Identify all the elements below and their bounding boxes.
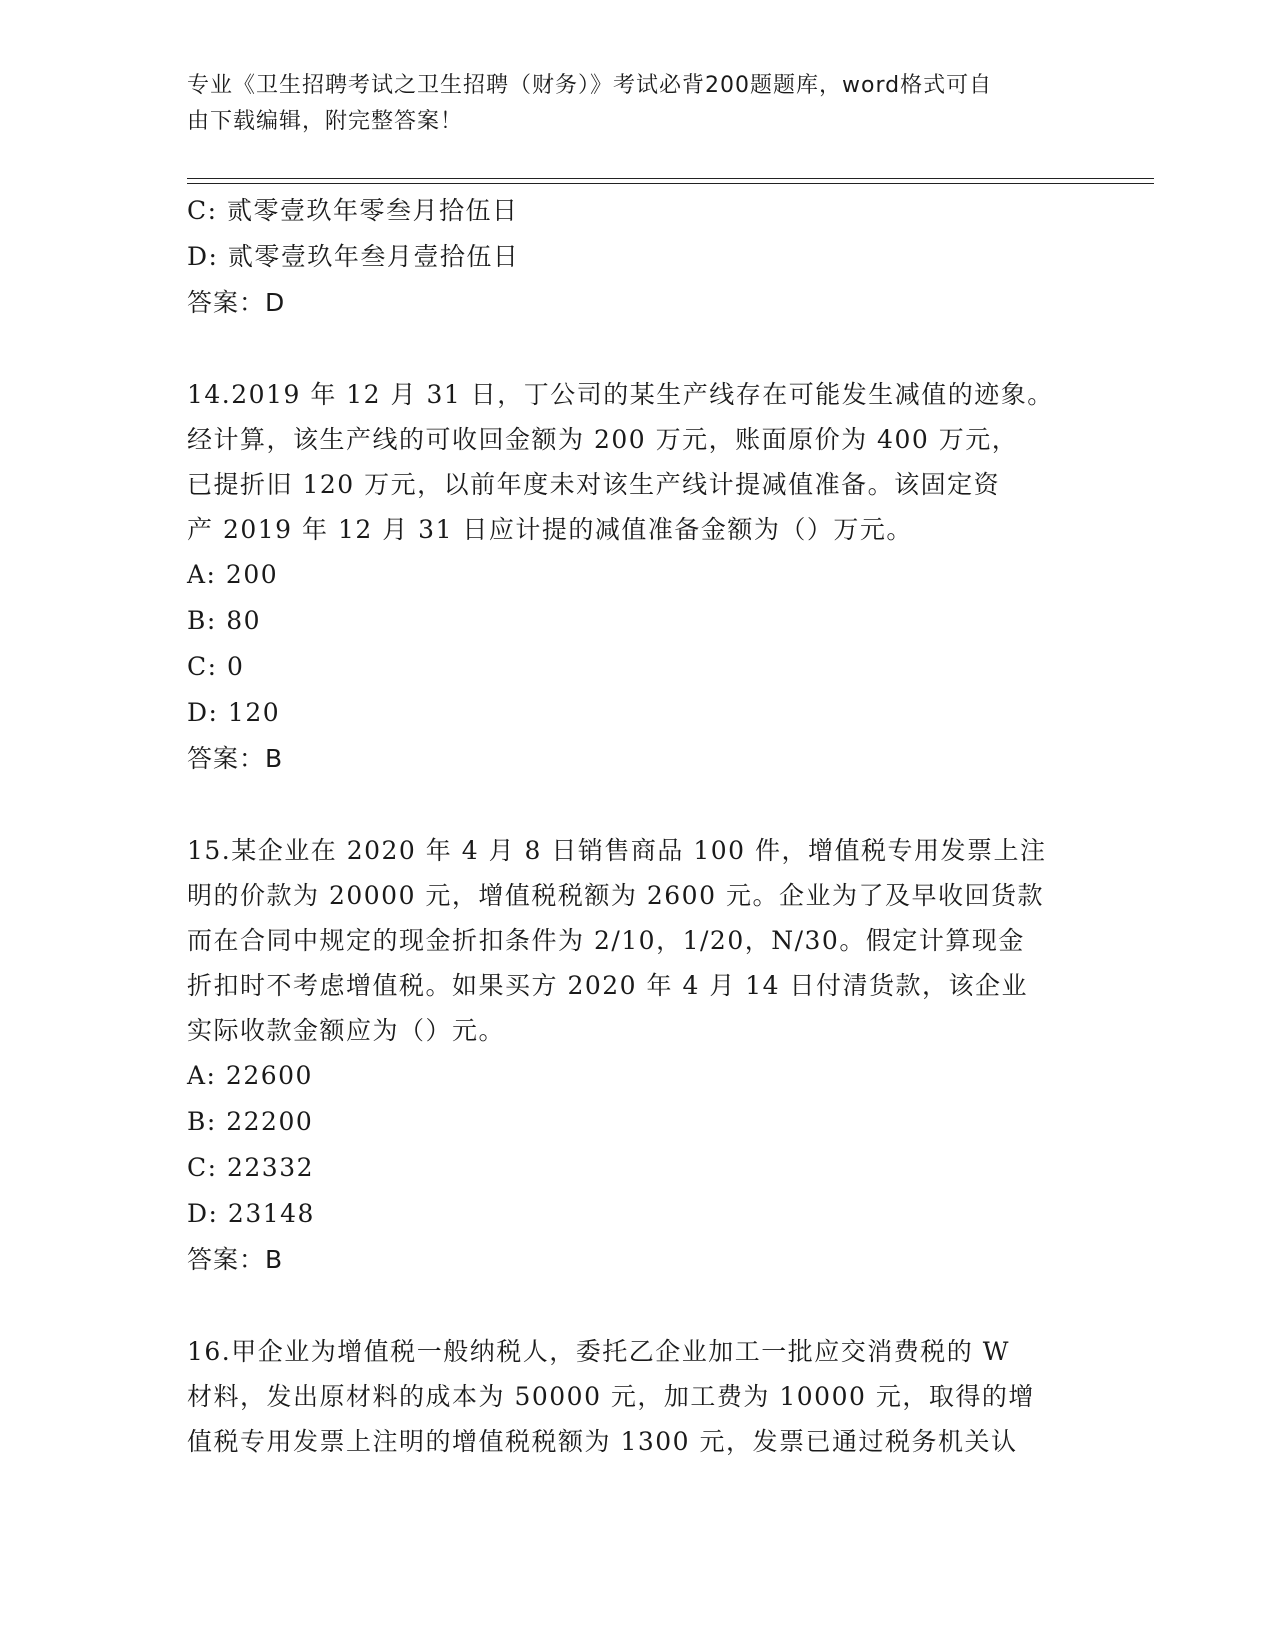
q15-option-d: D: 23148 bbox=[187, 1199, 315, 1228]
q16-stem-line: 材料，发出原材料的成本为 50000 元，加工费为 10000 元，取得的增 bbox=[187, 1382, 1035, 1411]
header-divider-bottom bbox=[187, 183, 1154, 184]
q16-stem-line: 值税专用发票上注明的增值税税额为 1300 元，发票已通过税务机关认 bbox=[187, 1427, 1018, 1456]
q16-stem-line: 16.甲企业为增值税一般纳税人，委托乙企业加工一批应交消费税的 W bbox=[187, 1337, 1010, 1366]
question-13 bbox=[187, 188, 1087, 326]
q14-option-a: A: 200 bbox=[187, 560, 279, 589]
q14-option-d: D: 120 bbox=[187, 698, 281, 727]
q14-stem-line: 产 2019 年 12 月 31 日应计提的减值准备金额为（）万元。 bbox=[187, 515, 913, 544]
document-header bbox=[187, 68, 1067, 140]
q15-stem-line: 折扣时不考虑增值税。如果买方 2020 年 4 月 14 日付清货款，该企业 bbox=[187, 971, 1029, 1000]
header-divider-top bbox=[187, 178, 1154, 179]
q14-stem-line: 经计算，该生产线的可收回金额为 200 万元，账面原价为 400 万元， bbox=[187, 425, 1019, 454]
spacer bbox=[187, 326, 1087, 372]
q15-stem-line: 实际收款金额应为（）元。 bbox=[187, 1016, 506, 1045]
q13-answer: 答案：D bbox=[187, 288, 286, 317]
q15-option-c: C: 22332 bbox=[187, 1153, 315, 1182]
header-title-line-2: 由下载编辑，附完整答案！ bbox=[187, 109, 464, 134]
q14-stem-line: 14.2019 年 12 月 31 日，丁公司的某生产线存在可能发生减值的迹象。 bbox=[187, 380, 1054, 409]
q15-option-a: A: 22600 bbox=[187, 1061, 313, 1090]
q14-option-b: B: 80 bbox=[187, 606, 262, 635]
q15-stem-line: 明的价款为 20000 元，增值税税额为 2600 元。企业为了及早收回货款 bbox=[187, 881, 1044, 910]
header-title-line-1: 专业《卫生招聘考试之卫生招聘（财务）》考试必背200题题库，word格式可自 bbox=[187, 73, 993, 98]
q15-stem-line: 15.某企业在 2020 年 4 月 8 日销售商品 100 件，增值税专用发票上注 bbox=[187, 836, 1047, 865]
document-body bbox=[187, 188, 1087, 1464]
q14-option-c: C: 0 bbox=[187, 652, 245, 681]
q13-option-c: C: 贰零壹玖年零叁月拾伍日 bbox=[187, 196, 519, 225]
q14-answer: 答案：B bbox=[187, 744, 284, 773]
q15-option-b: B: 22200 bbox=[187, 1107, 314, 1136]
q15-answer: 答案：B bbox=[187, 1245, 284, 1274]
spacer bbox=[187, 1283, 1087, 1329]
question-15 bbox=[187, 828, 1087, 1283]
q15-stem-line: 而在合同中规定的现金折扣条件为 2/10，1/20，N/30。假定计算现金 bbox=[187, 926, 1025, 955]
question-14 bbox=[187, 372, 1087, 782]
q13-option-d: D: 贰零壹玖年叁月壹拾伍日 bbox=[187, 242, 520, 271]
question-16 bbox=[187, 1329, 1087, 1464]
spacer bbox=[187, 782, 1087, 828]
q14-stem-line: 已提折旧 120 万元，以前年度未对该生产线计提减值准备。该固定资 bbox=[187, 470, 1001, 499]
